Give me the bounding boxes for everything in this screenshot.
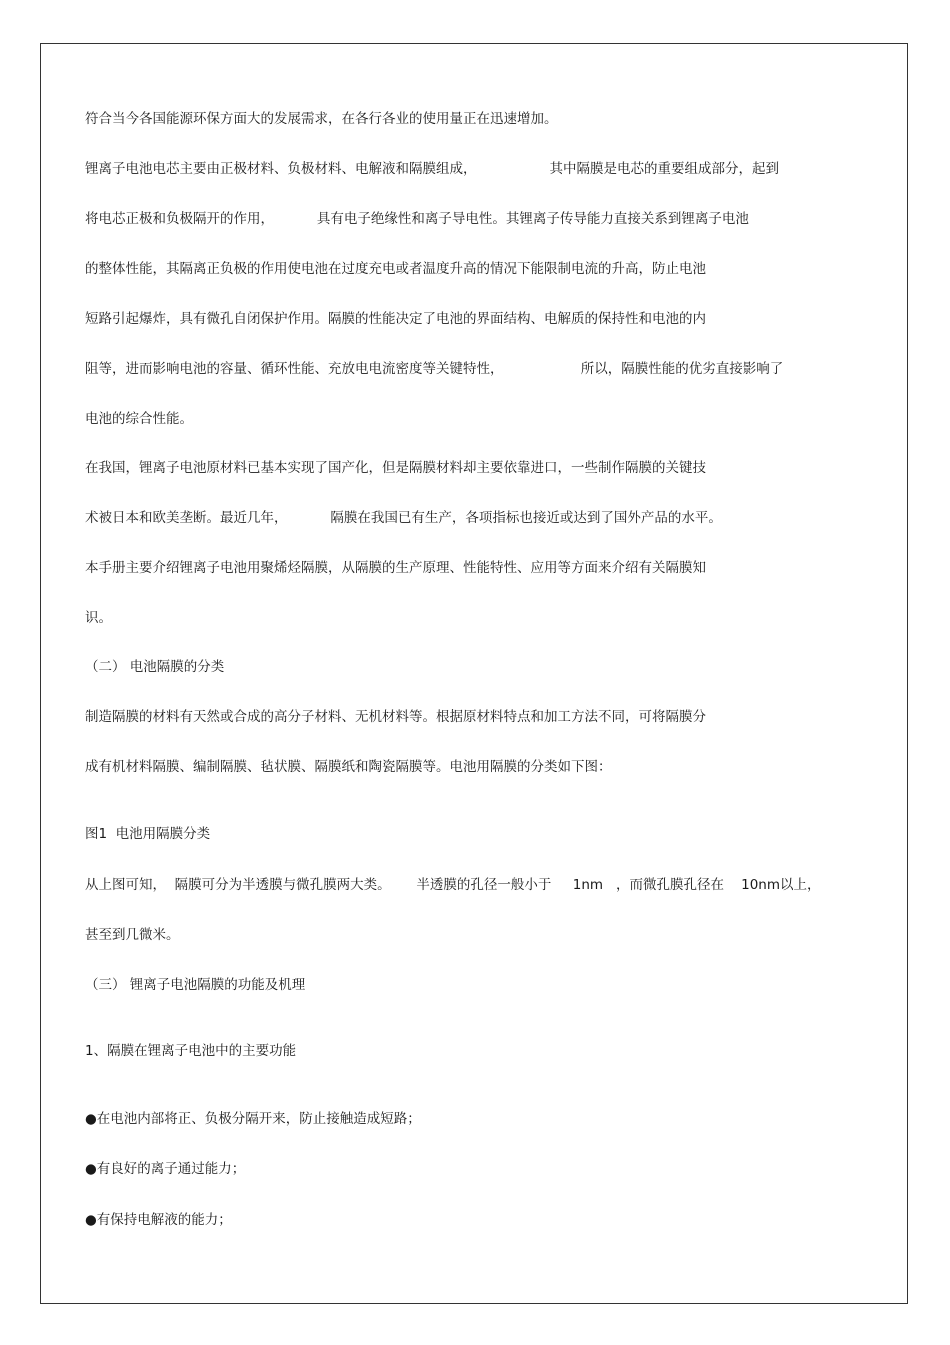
section-heading: （三） 锂离子电池隔膜的功能及机理 <box>85 977 306 993</box>
paragraph-line: 制造隔膜的材料有天然或合成的高分子材料、无机材料等。根据原材料特点和加工方法不同，可将隔膜分 <box>85 709 706 725</box>
paragraph-line: 将电芯正极和负极隔开的作用， 具有电子绝缘性和离子导电性。其锂离子传导能力直接关系到锂离子电池 <box>85 211 749 227</box>
list-item: ●有保持电解液的能力； <box>85 1212 232 1228</box>
paragraph-line: 在我国，锂离子电池原材料已基本实现了国产化，但是隔膜材料却主要依靠进口，一些制作隔膜的关键技 <box>85 460 706 476</box>
paragraph-line: 阻等，进而影响电池的容量、循环性能、充放电电流密度等关键特性， 所以，隔膜性能的优劣直接影响了 <box>85 361 784 377</box>
paragraph-line: 甚至到几微米。 <box>85 927 180 943</box>
paragraph-line: 术被日本和欧美垄断。最近几年， 隔膜在我国已有生产，各项指标也接近或达到了国外产品的水平。 <box>85 510 722 526</box>
paragraph-line: 电池的综合性能。 <box>85 411 193 427</box>
figure-caption: 图1 电池用隔膜分类 <box>85 826 211 842</box>
paragraph-line: 的整体性能，其隔离正负极的作用使电池在过度充电或者温度升高的情况下能限制电流的升高，防止电池 <box>85 261 706 277</box>
paragraph-line: 本手册主要介绍锂离子电池用聚烯烃隔膜，从隔膜的生产原理、性能特性、应用等方面来介绍有关隔膜知 <box>85 560 706 576</box>
paragraph-line: 短路引起爆炸，具有微孔自闭保护作用。隔膜的性能决定了电池的界面结构、电解质的保持性和电池的内 <box>85 311 706 327</box>
paragraph-line: 成有机材料隔膜、编制隔膜、毡状膜、隔膜纸和陶瓷隔膜等。电池用隔膜的分类如下图： <box>85 759 612 775</box>
section-heading: （二） 电池隔膜的分类 <box>85 659 225 675</box>
paragraph-line: 锂离子电池电芯主要由正极材料、负极材料、电解液和隔膜组成， 其中隔膜是电芯的重要组成部分，起到 <box>85 161 779 177</box>
list-item: ●在电池内部将正、负极分隔开来，防止接触造成短路； <box>85 1111 421 1127</box>
subsection-heading: 1、隔膜在锂离子电池中的主要功能 <box>85 1043 297 1059</box>
list-item: ●有良好的离子通过能力； <box>85 1161 246 1177</box>
paragraph-line: 符合当今各国能源环保方面大的发展需求，在各行各业的使用量正在迅速增加。 <box>85 111 558 127</box>
paragraph-line: 从上图可知， 隔膜可分为半透膜与微孔膜两大类。 半透膜的孔径一般小于 1nm ，而微孔膜孔径在 10nm以上， <box>85 877 821 893</box>
paragraph-line: 识。 <box>85 610 112 626</box>
